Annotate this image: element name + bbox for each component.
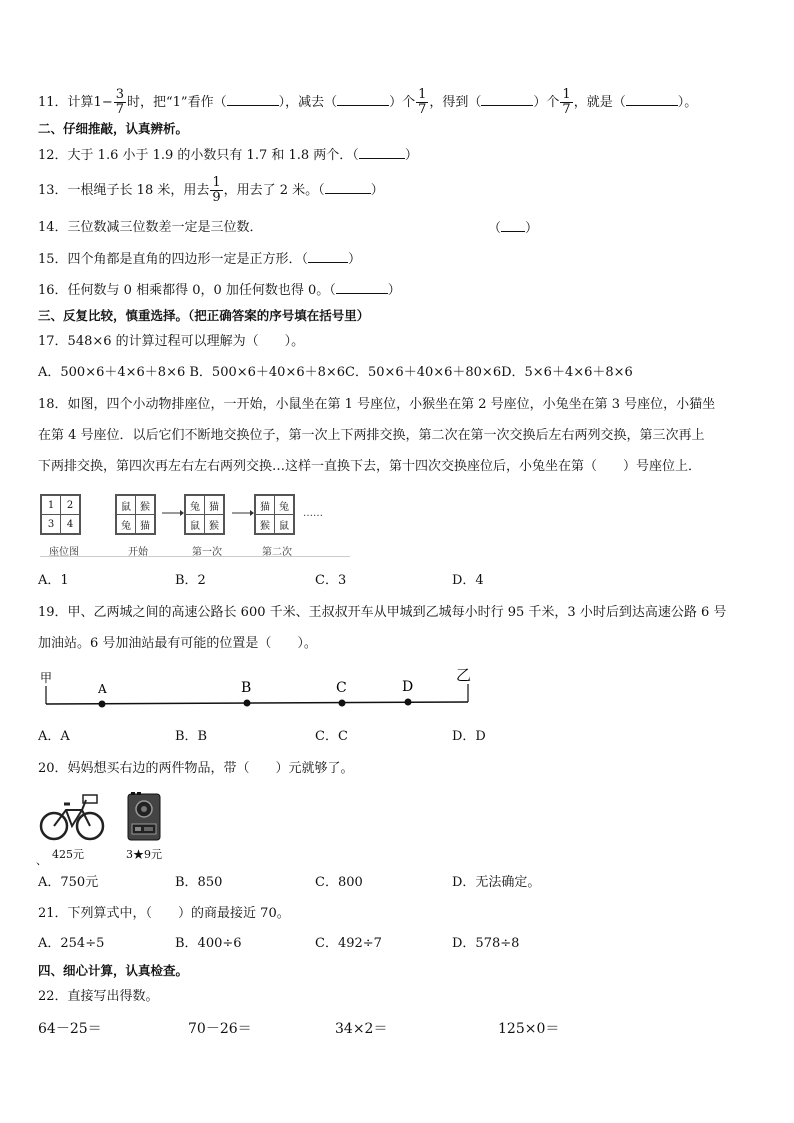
point-d-label: D	[402, 679, 414, 695]
section-3-heading: 三、反复比较，慎重选择。（把正确答案的序号填在括号里）	[38, 308, 370, 323]
question-19-line-1: 19．甲、乙两城之间的高速公路长 600 千米、王叔叔开车从甲城到乙城每小时行 95 千米，3 小时后到达高速公路 6 号	[38, 605, 727, 620]
seat-grid-caption: 座位图	[49, 547, 79, 558]
option-c[interactable]: C．3	[315, 573, 347, 588]
question-16: 16．任何数与 0 相乘都得 0，0 加任何数也得 0。（ ）	[38, 283, 401, 298]
question-18-line-2: 在第 4 号座位．以后它们不断地交换位子，第一次上下两排交换，第二次在第一次交换后左右两列交换，第三次再上	[38, 428, 705, 443]
bicycle-icon	[38, 790, 108, 842]
point-b-label: B	[241, 680, 252, 696]
answer-blank[interactable]	[336, 281, 388, 294]
arrows	[160, 506, 256, 520]
option-b[interactable]: B．850	[175, 875, 223, 890]
question-19-line-2: 加油站。6 号加油站最有可能的位置是（ ）。	[38, 636, 317, 651]
option-a[interactable]: A．A	[38, 729, 70, 744]
continuation-dots: ……	[303, 508, 323, 519]
question-18-line-1: 18．如图，四个小动物排座位，一开始，小鼠坐在第 1 号座位，小猴坐在第 2 号座位，小兔坐在第 3 号座位，小猫坐	[38, 397, 716, 412]
question-22: 22．直接写出得数。	[38, 989, 159, 1004]
question-13: 13．一根绳子长 18 米，用去 $\frac{1}{9}$ ，用去了 2 米。（ ）	[38, 175, 384, 205]
calc-item: 34×2＝	[335, 1021, 388, 1037]
option-c[interactable]: C．800	[315, 875, 363, 890]
answer-blank[interactable]	[626, 93, 678, 106]
answer-blank[interactable]	[325, 181, 371, 194]
city-start-label: 甲	[40, 671, 53, 685]
seat-grid-1: 鼠 猴 兔 猫	[115, 494, 156, 535]
highway-line-figure	[36, 664, 486, 716]
radio-price: 3★9元	[126, 848, 162, 861]
option-b[interactable]: B．2	[175, 573, 206, 588]
option-b[interactable]: B．400÷6	[175, 936, 242, 951]
question-18-line-3: 下两排交换，第四次再左右左右两列交换…这样一直换下去，第十四次交换座位后，小兔坐在第（ ）号座位上．	[38, 459, 702, 474]
answer-blank[interactable]	[227, 93, 279, 106]
list-mark: 、	[36, 854, 47, 867]
calc-item: 64－25＝	[38, 1021, 102, 1037]
option-a[interactable]: A．254÷5	[38, 936, 105, 951]
calc-item: 70－26＝	[188, 1021, 252, 1037]
fraction-1-7: $\frac{1}{7}$	[418, 87, 427, 117]
answer-blank[interactable]	[337, 93, 389, 106]
section-4-heading: 四、细心计算，认真检查。	[38, 963, 189, 978]
answer-blank[interactable]	[481, 93, 533, 106]
seat-grid-2: 兔 猫 鼠 猴	[184, 494, 225, 535]
option-c[interactable]: C．492÷7	[315, 936, 382, 951]
seat-grid-caption: 开始	[128, 547, 148, 558]
answer-blank[interactable]	[308, 250, 348, 263]
question-21: 21．下列算式中，（ ）的商最接近 70。	[38, 906, 290, 921]
question-17-options[interactable]: A．500×6＋4×6＋8×6 B．500×6＋40×6＋8×6C．50×6＋40×6＋80×6D．5×6＋4×6＋8×6	[38, 365, 633, 380]
question-20: 20．妈妈想买右边的两件物品，带（ ）元就够了。	[38, 761, 354, 776]
fraction-1-7: $\frac{1}{7}$	[562, 87, 571, 117]
answer-blank[interactable]	[501, 219, 525, 232]
seat-grid-3: 猫 兔 猴 鼠	[254, 494, 295, 535]
question-17: 17．548×6 的计算过程可以理解为（ ）。	[38, 334, 305, 349]
question-15: 15．四个角都是直角的四边形一定是正方形．（ ）	[38, 252, 362, 267]
bicycle-price: 425元	[52, 848, 84, 861]
calc-item: 125×0＝	[498, 1021, 560, 1037]
fraction-1-9: $\frac{1}{9}$	[212, 175, 221, 205]
point-c-label: C	[336, 680, 347, 696]
option-d[interactable]: D．D	[452, 729, 486, 744]
seat-grid-caption: 第二次	[262, 547, 292, 558]
section-2-heading: 二、仔细推敲，认真辨析。	[38, 121, 189, 136]
seat-grid-0: 1 2 3 4	[40, 494, 81, 535]
radio-icon	[127, 792, 161, 842]
city-end-label: 乙	[456, 666, 472, 684]
option-d[interactable]: D．无法确定。	[452, 875, 541, 890]
option-d[interactable]: D．4	[452, 573, 484, 588]
option-a[interactable]: A．1	[38, 573, 69, 588]
option-d[interactable]: D．578÷8	[452, 936, 520, 951]
option-a[interactable]: A．750元	[38, 875, 99, 890]
answer-blank[interactable]	[359, 146, 405, 159]
seat-grid-caption: 第一次	[192, 547, 222, 558]
question-14: 14．三位数减三位数差一定是三位数． （ ）	[38, 220, 539, 236]
option-c[interactable]: C．C	[315, 729, 348, 744]
fraction-3-7: $\frac{3}{7}$	[115, 87, 124, 117]
point-a-label: A	[98, 682, 107, 696]
question-11: 11．计算1− $\frac{3}{7}$ 时，把“1”看作（ ），减去（ ）个 $\frac{1}{7}$ ，得到（ ）个 $\frac{1}{7}$ ，就是（ ）。	[38, 87, 698, 117]
option-b[interactable]: B．B	[175, 729, 208, 744]
question-12: 12．大于 1.6 小于 1.9 的小数只有 1.7 和 1.8 两个．（ ）	[38, 148, 418, 163]
figure-baseline	[40, 556, 350, 557]
